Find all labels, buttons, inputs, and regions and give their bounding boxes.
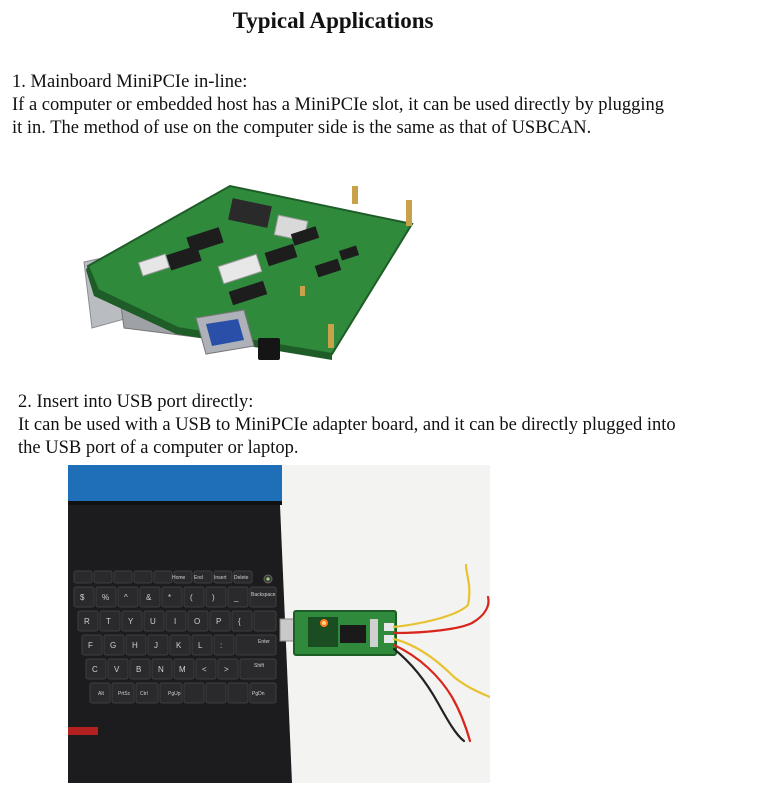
key-label: $ — [80, 593, 85, 602]
key-label: J — [154, 641, 158, 650]
key-label: K — [176, 641, 182, 650]
key-label: R — [84, 617, 90, 626]
page-title: Typical Applications — [232, 8, 434, 33]
section-mainboard — [12, 71, 762, 140]
key-label: V — [114, 665, 120, 674]
key-label: : — [220, 641, 223, 650]
key-label: M — [179, 665, 186, 674]
key-label: Home — [172, 575, 186, 581]
key-label: C — [92, 665, 98, 674]
key-label: Y — [128, 617, 134, 626]
key-label: O — [194, 617, 201, 626]
key-label: ( — [190, 593, 193, 602]
key-label: T — [106, 617, 111, 626]
section-body-line: it in. The method of use on the computer side is the same as that of USBCAN. — [12, 118, 592, 138]
key-label: Delete — [234, 575, 249, 581]
laptop-usb-photo — [68, 465, 490, 783]
section-usb-port — [18, 391, 764, 460]
usb-minipcie-adapter — [280, 611, 396, 655]
key-label: N — [158, 665, 164, 674]
section-body-line: If a computer or embedded host has a MiniPCIe slot, it can be used directly by plugging — [12, 95, 664, 115]
key-label: F — [88, 641, 93, 650]
key-label: B — [136, 665, 142, 674]
section-body-line: the USB port of a computer or laptop. — [18, 438, 299, 458]
key-label: U — [150, 617, 156, 626]
key-label: ) — [212, 593, 215, 602]
key-label: { — [238, 617, 241, 626]
key-label: P — [216, 617, 222, 626]
key-label: L — [198, 641, 203, 650]
key-label: PrtSc — [118, 691, 131, 697]
laptop-screen — [68, 465, 282, 501]
key-label: * — [168, 593, 172, 602]
key-label: Insert — [214, 575, 227, 581]
key-label: I — [174, 617, 177, 626]
section-body-line: It can be used with a USB to MiniPCIe adapter board, and it can be directly plugged into — [18, 415, 676, 435]
key-label: ^ — [124, 593, 128, 602]
key-label: Ctrl — [140, 691, 148, 697]
key-label: Enter — [258, 639, 270, 645]
mainboard-photo — [80, 178, 426, 378]
key-label: Alt — [98, 691, 104, 697]
key-label: < — [202, 665, 207, 674]
key-label: % — [102, 593, 110, 602]
key-label: Shift — [254, 663, 265, 669]
key-label: PgDn — [252, 691, 265, 697]
key-label: > — [224, 665, 229, 674]
key-label: _ — [234, 593, 239, 602]
key-label: G — [110, 641, 117, 650]
section-heading: 2. Insert into USB port directly: — [18, 392, 254, 412]
key-label: & — [146, 593, 152, 602]
key-label: PgUp — [168, 691, 181, 697]
section-heading: 1. Mainboard MiniPCIe in-line: — [12, 72, 248, 92]
key-label: H — [132, 641, 138, 650]
key-label: Backspace — [251, 592, 276, 598]
key-label: End — [194, 575, 203, 581]
